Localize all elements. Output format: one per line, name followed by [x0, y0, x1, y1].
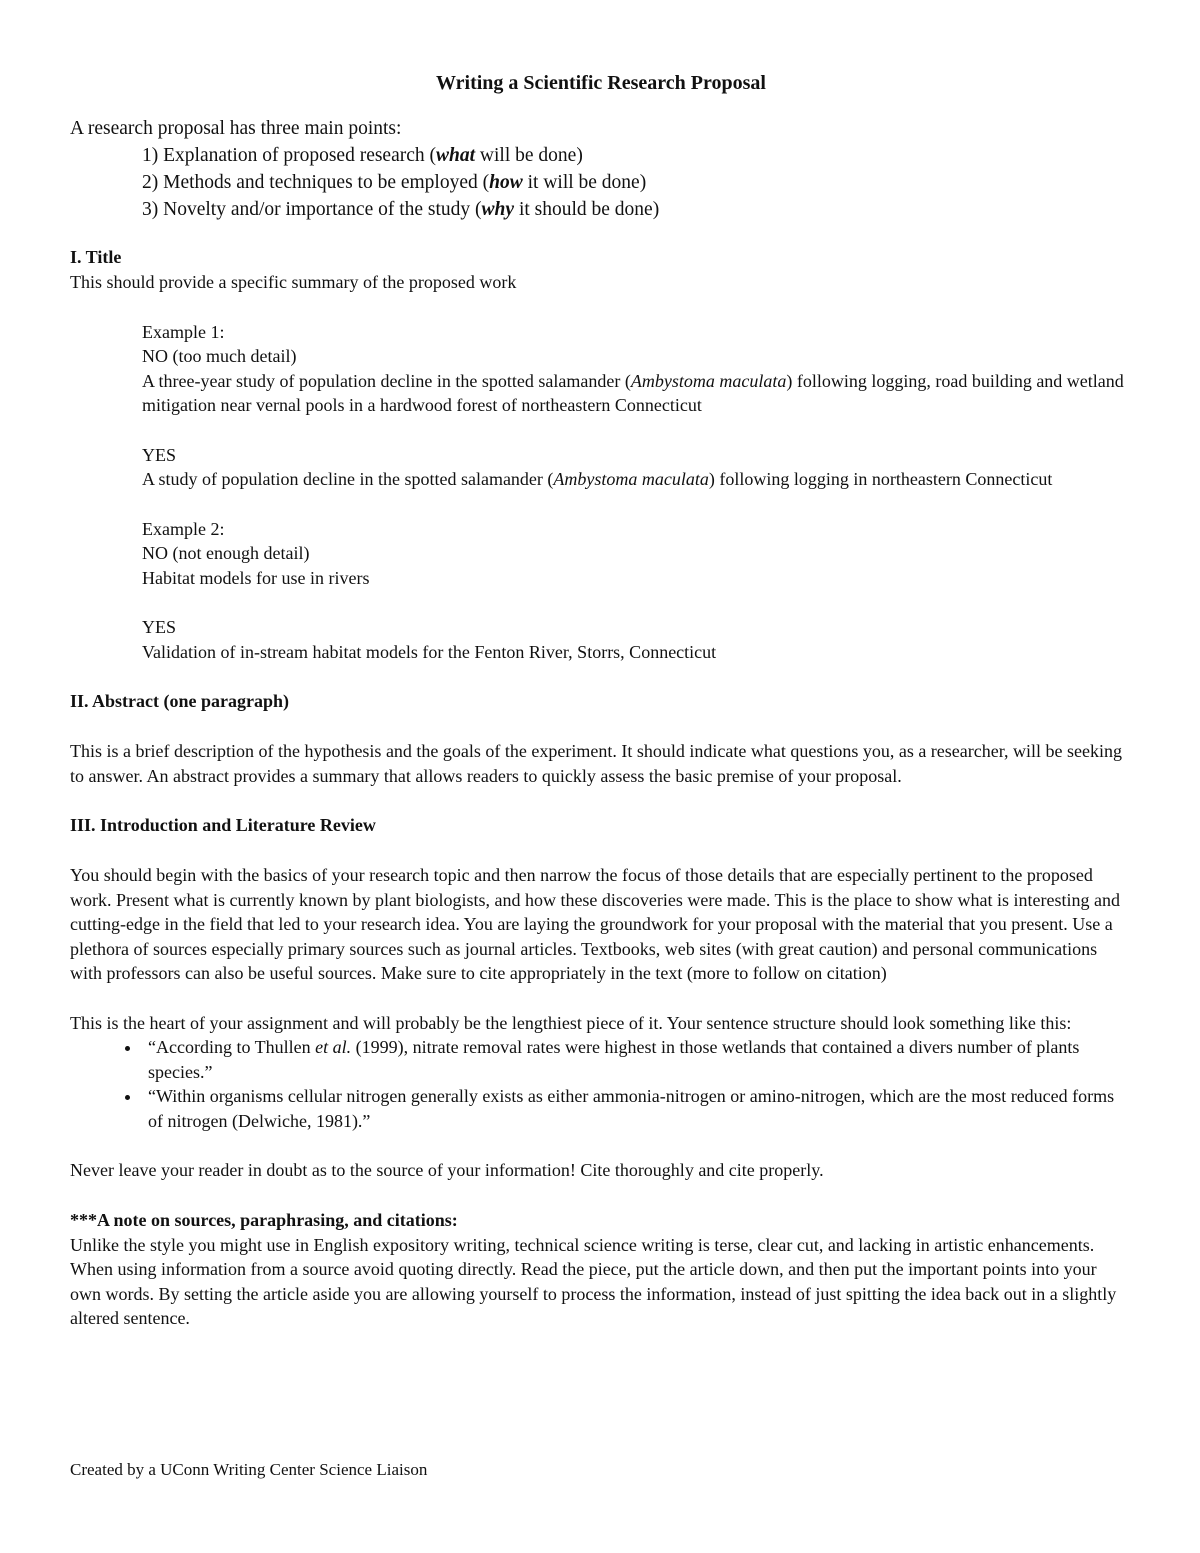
- introduction-paragraph-3: Never leave your reader in doubt as to the source of your information! Cite thoroughly and cite properly.: [70, 1160, 824, 1180]
- example-2: [142, 517, 1132, 665]
- main-point: [142, 142, 1132, 169]
- example-1: [142, 320, 1132, 492]
- example-no-text: Habitat models for use in rivers: [142, 567, 370, 588]
- point-text: it should be done): [514, 199, 660, 220]
- main-point: [142, 169, 1132, 196]
- abstract-body: This is a brief description of the hypothesis and the goals of the experiment. It should indicate what questions you, as a researcher, will be seeking to answer. An abstract provides a summary that allows readers to quickly assess the basic premise of your proposal.: [70, 741, 1122, 786]
- list-item: • “Within organisms cellular nitrogen generally exists as either ammonia-nitrogen or amino-nitrogen, which are the most reduced forms of nitrogen (Delwiche, 1981).”: [142, 1084, 1132, 1133]
- page-footer: Created by a UConn Writing Center Science Liaison: [70, 1460, 428, 1479]
- section-heading-title: I. Title: [70, 247, 122, 267]
- intro-lead: A research proposal has three main points:: [70, 118, 402, 139]
- point-emphasis: why: [481, 199, 515, 220]
- document-page: [70, 72, 1132, 1331]
- section-heading-abstract: II. Abstract (one paragraph): [70, 691, 289, 711]
- example-yes-label: YES: [142, 617, 177, 637]
- point-emphasis: what: [436, 145, 476, 166]
- point-text: will be done): [475, 145, 583, 166]
- example-label: Example 1:: [142, 321, 225, 342]
- example-no-label: NO (not enough detail): [142, 543, 310, 563]
- point-text: 1) Explanation of proposed research (: [142, 145, 437, 166]
- document-title: Writing a Scientific Research Proposal: [436, 72, 766, 94]
- section-title-desc: This should provide a specific summary of the proposed work: [70, 272, 517, 292]
- section-heading-introduction: III. Introduction and Literature Review: [70, 815, 376, 835]
- point-text: it will be done): [522, 172, 647, 193]
- point-text: 2) Methods and techniques to be employed (: [142, 172, 490, 193]
- note-body: Unlike the style you might use in English expository writing, technical science writing is terse, clear cut, and lacking in artistic enhancements. When using information from a source avoid quoting directly. Read the piece, put the article down, and then put the important points into your own words. By setting the article aside you are allowing yourself to process the information, instead of just spitting the idea back out in a slightly altered sentence.: [70, 1234, 1117, 1328]
- example-text: A study of population decline in the spotted salamander (: [142, 469, 554, 489]
- note-heading: ***A note on sources, paraphrasing, and citations:: [70, 1209, 458, 1230]
- example-no-label: NO (too much detail): [142, 346, 297, 366]
- example-label: Example 2:: [142, 518, 225, 539]
- example-yes-label: YES: [142, 444, 177, 465]
- example-text: A three-year study of population decline in the spotted salamander (: [142, 370, 631, 391]
- example-no-text: [142, 369, 1132, 418]
- introduction-paragraph-2: This is the heart of your assignment and will probably be the lengthiest piece of it. Your sentence structure should look something like this:: [70, 1012, 1072, 1033]
- point-text: 3) Novelty and/or importance of the study (: [142, 199, 482, 220]
- example-yes-text: [142, 467, 1132, 492]
- species-name: Ambystoma maculata: [553, 469, 709, 489]
- species-name: Ambystoma maculata: [630, 370, 787, 391]
- list-item: [142, 1035, 1132, 1084]
- main-points-list: [142, 142, 1132, 223]
- example-text: ) following logging, road building and wetland mitigation near vernal pools in a hardwood forest of northeastern Connecticut: [142, 370, 1124, 415]
- main-point: [142, 196, 1132, 223]
- bullet-text: “According to Thullen: [148, 1037, 316, 1057]
- point-emphasis: how: [489, 172, 523, 193]
- bullet-text: (1999), nitrate removal rates were highest in those wetlands that contained a divers number of plants species.”: [148, 1037, 1080, 1082]
- bullet-emphasis: et al.: [315, 1037, 352, 1057]
- example-text: ) following logging in northeastern Connecticut: [708, 469, 1053, 489]
- example-sentences-list: [70, 1035, 1132, 1133]
- example-yes-text: Validation of in-stream habitat models for the Fenton River, Storrs, Connecticut: [142, 641, 717, 662]
- introduction-paragraph-1: You should begin with the basics of your research topic and then narrow the focus of those details that are especially pertinent to the proposed work. Present what is currently known by plant biologists, and how these discoveries were made. This is the place to show what is interesting and cutting-edge in the field that led to your research idea. You are laying the groundwork for your proposal with the material that you present. Use a plethora of sources especially primary sources such as journal articles. Textbooks, web sites (with great caution) and personal communications with professors can also be useful sources. Make sure to cite appropriately in the text (more to follow on citation): [70, 865, 1120, 983]
